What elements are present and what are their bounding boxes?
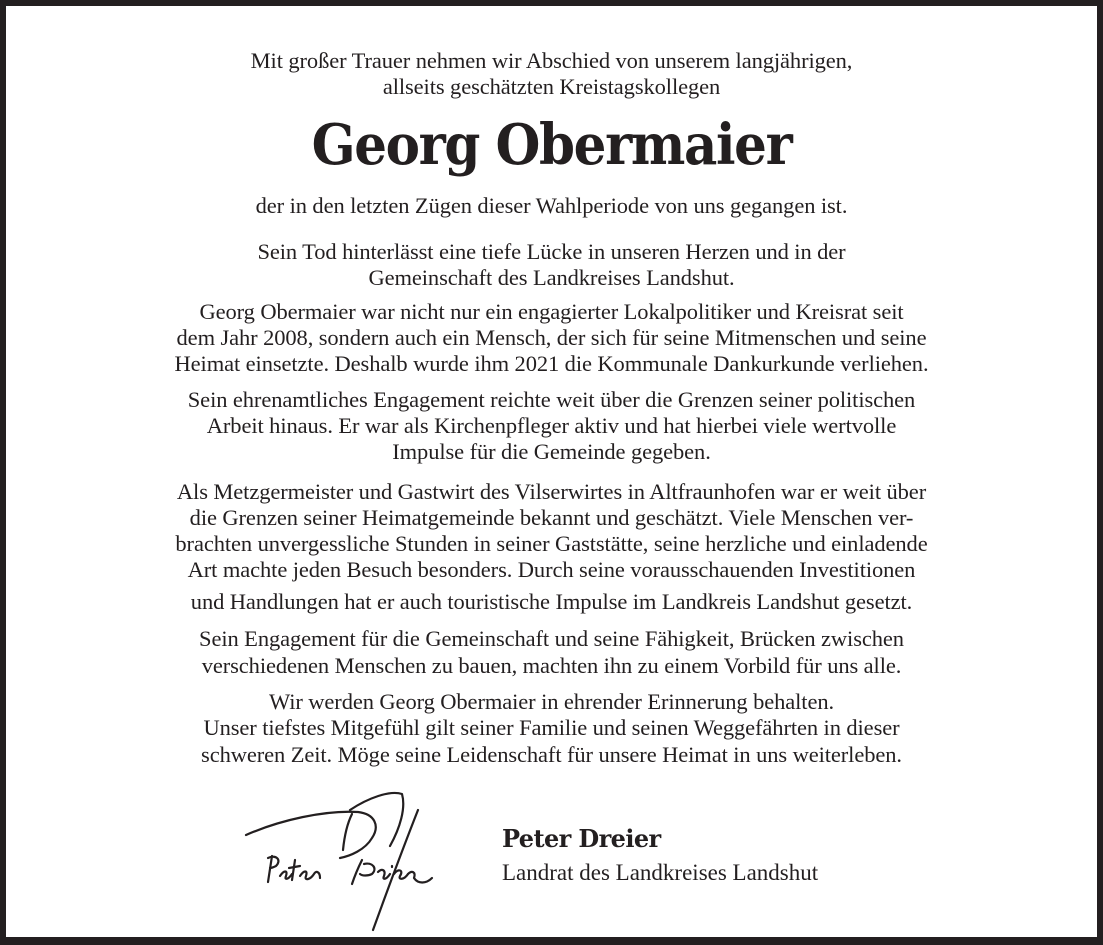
intro-line: Mit großer Trauer nehmen wir Abschied von unserem langjährigen, (250, 48, 853, 73)
paragraph-2-line: Georg Obermaier war nicht nur ein engagierter Lokalpolitiker und Kreisrat seit (199, 299, 904, 324)
paragraph-5-line: Unser tiefstes Mitgefühl gilt seiner Familie und seinen Weggefährten in dieser (203, 715, 900, 740)
paragraph-1-line: Sein Tod hinterlässt eine tiefe Lücke in unseren Herzen und in der (257, 239, 846, 264)
paragraph-3-line: Als Metzgermeister und Gastwirt des Vilserwirtes in Altfraunhofen war er weit über (176, 479, 927, 504)
paragraph-3-line: Art machte jeden Besuch besonders. Durch seine vorausschauenden Investitionen (187, 557, 916, 582)
intro-line: allseits geschätzten Kreistagskollegen (382, 74, 721, 99)
paragraph-3-line: die Grenzen seiner Heimatgemeinde bekannt und geschätzt. Viele Menschen ver- (189, 505, 914, 530)
paragraph-2-line: Sein ehrenamtliches Engagement reichte weit über die Grenzen seiner politischen (187, 387, 916, 412)
paragraph-3-line: und Handlungen hat er auch touristische Impulse im Landkreis Landshut gesetzt. (190, 589, 913, 614)
paragraph-5-line: schweren Zeit. Möge seine Leidenschaft für unsere Heimat in uns weiterleben. (201, 742, 902, 767)
paragraph-2-line: Heimat einsetzte. Deshalb wurde ihm 2021 die Kommunale Dankurkunde verliehen. (174, 351, 929, 376)
paragraph-2-line: Impulse für die Gemeinde gegeben. (392, 439, 711, 464)
paragraph-5-line: Wir werden Georg Obermaier in ehrender Erinnerung behalten. (268, 689, 835, 714)
deceased-name: Georg Obermaier (311, 112, 792, 178)
subtitle-line: der in den letzten Zügen dieser Wahlperiode von uns gegangen ist. (255, 193, 848, 218)
paragraph-4-line: Sein Engagement für die Gemeinschaft und seine Fähigkeit, Brücken zwischen (199, 626, 904, 651)
paragraph-1-line: Gemeinschaft des Landkreises Landshut. (368, 265, 735, 290)
paragraph-2-line: dem Jahr 2008, sondern auch ein Mensch, der sich für seine Mitmenschen und seine (176, 325, 927, 350)
signer-name: Peter Dreier (502, 824, 661, 853)
paragraph-3-line: brachten unvergessliche Stunden in seiner Gaststätte, seine herzliche und einladende (175, 531, 928, 556)
paragraph-4-line: verschiedenen Menschen zu bauen, machten ihn zu einem Vorbild für uns alle. (201, 653, 902, 678)
signer-role: Landrat des Landkreises Landshut (502, 860, 819, 885)
paragraph-2-line: Arbeit hinaus. Er war als Kirchenpfleger aktiv und hat hierbei viele wertvolle (206, 413, 897, 438)
handwritten-signature-icon (240, 788, 450, 933)
